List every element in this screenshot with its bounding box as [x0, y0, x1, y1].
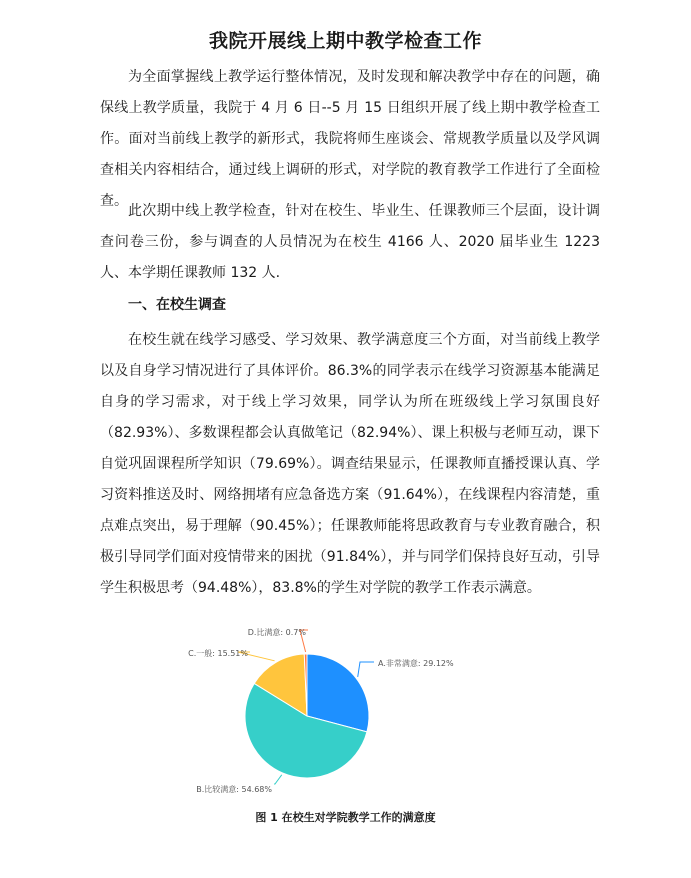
intro-paragraph: 为全面掌握线上教学运行整体情况，及时发现和解决教学中存在的问题，确保线上教学质量，我院于 4 月 6 日--5 月 15 日组织开展了线上期中教学检查工作。面对当前线上教学的新形式，我院将师生座谈会、常规教学质量以及学风调查相关内容相结合，通过线上调研的形式，对学院的教育教学工作进行了全面检查。 — [100, 69, 600, 209]
pie-label-d: D.比满意: 0.7% — [247, 628, 306, 637]
pie-label-a: A.非常满意: 29.12% — [378, 659, 454, 668]
satisfaction-pie-chart — [180, 622, 510, 800]
pie-leader-line-a — [358, 662, 374, 677]
pie-leader-line-b — [274, 775, 282, 784]
document-title: 我院开展线上期中教学检查工作 — [208, 30, 482, 52]
section-heading-students: 一、在校生调查 — [128, 297, 226, 313]
survey-scope-paragraph: 此次期中线上教学检查，针对在校生、毕业生、任课教师三个层面，设计调查问卷三份，参与调查的人员情况为在校生 4166 人、2020 届毕业生 1223 人、本学期任课教师 132 人. — [100, 203, 600, 281]
figure-caption: 图 1 在校生对学院教学工作的满意度 — [255, 811, 436, 824]
pie-label-c: C.一般: 15.51% — [188, 649, 248, 658]
pie-label-b: B.比较满意: 54.68% — [196, 785, 272, 794]
student-survey-paragraph: 在校生就在线学习感受、学习效果、教学满意度三个方面，对当前线上教学以及自身学习情况进行了具体评价。86.3%的同学表示在线学习资源基本能满足自身的学习需求，对于线上学习效果，同学认为所在班级线上学习氛围良好（82.93%）、多数课程都会认真做笔记（82.94%）、课上积极与老师互动，课下自觉巩固课程所学知识（79.69%）。调查结果显示，任课教师直播授课认真、学习资料推送及时、网络拥堵有应急备选方案（91.64%），在线课程内容清楚，重点难点突出，易于理解（90.45%）；任课教师能将思政教育与专业教育融合，积极引导同学们面对疫情带来的困扰（91.84%），并与同学们保持良好互动，引导学生积极思考（94.48%），83.8%的学生对学院的教学工作表示满意。 — [100, 332, 600, 596]
